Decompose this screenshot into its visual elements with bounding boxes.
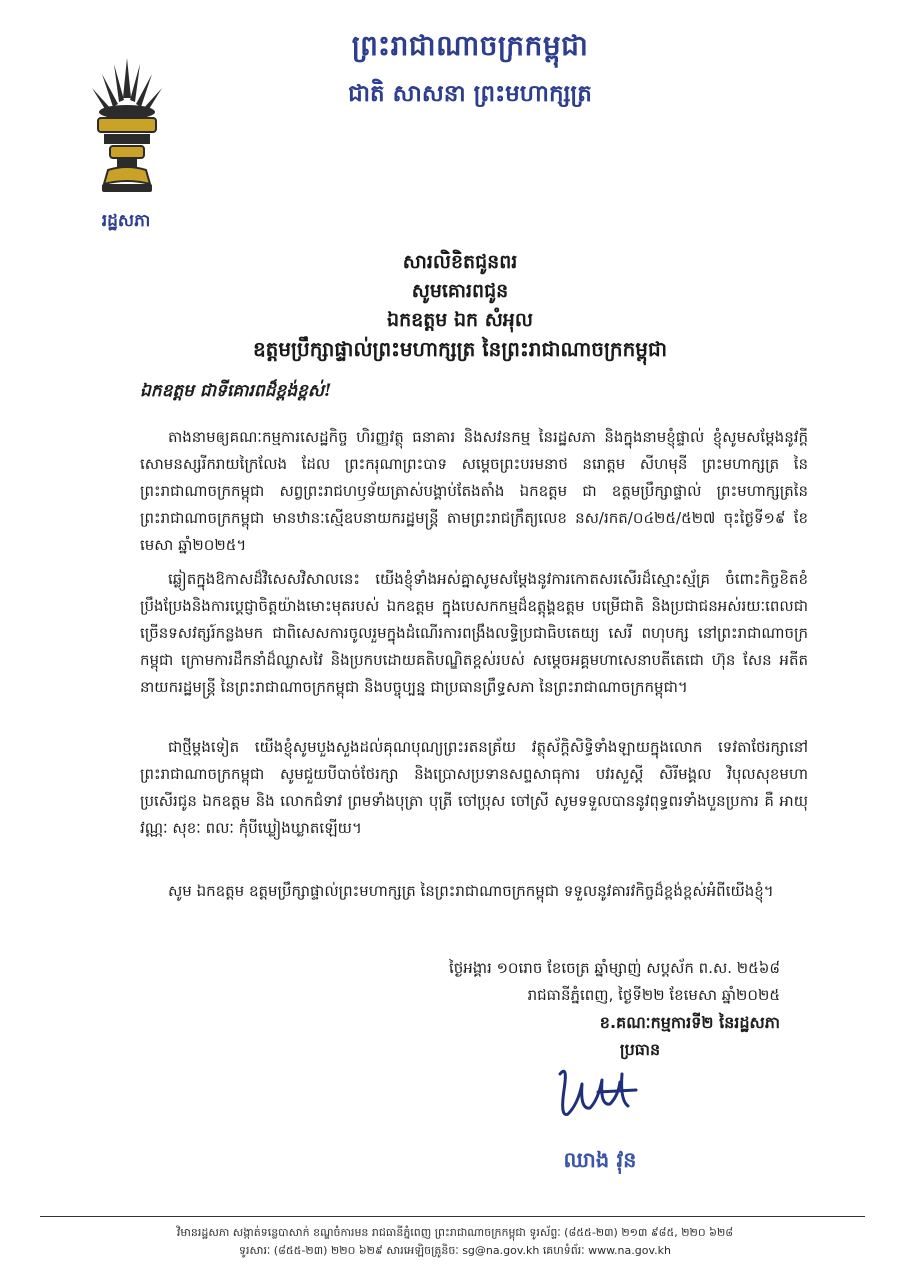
national-assembly-emblem-icon: [84, 58, 170, 198]
signer-name: ឈាង វុន: [563, 1147, 637, 1172]
kingdom-heading: ព្រះរាជាណាចក្រកម្ពុជា: [351, 29, 589, 62]
footer-address: វិមានរដ្ឋសភា សង្កាត់ទន្លេបាសាក់ ខណ្ឌចំការមន រាជធានីភ្នំពេញ ព្រះរាជាណាចក្រកម្ពុជា ទូរស័ព្ទៈ (៨៥៥-២៣) ២១៣ ៩៨៥, ២២០ ៦២៨: [176, 1226, 734, 1239]
body-paragraph-1: តាងនាមឲ្យគណៈកម្មការសេដ្ឋកិច្ច ហិរញ្ញវត្ថុ ធនាគារ និងសវនកម្ម នៃរដ្ឋសភា និងក្នុងនាមខ្ញុំផ្ទាល់ ខ្ញុំសូមសម្តែងនូវក្តីសោមនស្សរីករាយក្រៃលែង ដែល ព្រះករុណាព្រះបាទ សម្តេចព្រះបរមនាថ នរោត្តម សីហមុនី ព្រះមហាក្សត្រ នៃព្រះរាជាណាចក្រកម្ពុជា សព្វព្រះរាជហឫទ័យត្រាស់បង្គាប់តែងតាំង ឯកឧត្តម ជា ឧត្តមប្រឹក្សាផ្ទាល់ ព្រះមហាក្សត្រនៃព្រះរាជាណាចក្រកម្ពុជា មានឋានៈស្មើឧបនាយករដ្ឋមន្ត្រី តាមព្រះរាជក្រឹត្យលេខ នស/រកត/០៤២៥/៥២៧ ចុះថ្ងៃទី១៩ ខែមេសា ឆ្នាំ២០២៥។: [140, 428, 808, 554]
letter-title: [150, 248, 770, 364]
footer-divider: [40, 1216, 865, 1217]
signer-role: ប្រធាន: [619, 1040, 661, 1059]
committee-name: ខ.គណៈកម្មការទី២ នៃរដ្ឋសភា: [599, 1013, 780, 1032]
handwritten-signature: [538, 1060, 648, 1126]
title-line-3: ឯកឧត្តម ឯក សំអុល: [387, 309, 533, 331]
title-line-4: ឧត្តមប្រឹក្សាផ្ទាល់ព្រះមហាក្សត្រ នៃព្រះរាជាណាចក្រកម្ពុជា: [252, 337, 668, 361]
title-line-2: សូមគោរពជូន: [411, 280, 509, 302]
body-paragraph-3: ជាថ្មីម្តងទៀត យើងខ្ញុំសូមបួងសួងដល់គុណបុណ្យព្រះរតនត្រ័យ វត្ថុស័ក្តិសិទ្ធិទាំងឡាយក្នុងលោក ទេវតាថែរក្សានៅព្រះរាជាណាចក្រកម្ពុជា សូមជួយបីបាច់ថែរក្សា និងប្រោសប្រទានសព្ទសាធុការ បវរសួស្តី សិរីមង្គល វិបុលសុខមហាប្រសើរជូន ឯកឧត្តម និង លោកជំទាវ ព្រមទាំងបុត្រា បុត្រី ចៅប្រុស ចៅស្រី សូមទទួលបាននូវពុទ្ធពរទាំងបួនប្រការ គឺ អាយុ វណ្ណៈ សុខៈ ពលៈ កុំបីឃ្លៀងឃ្លាតឡើយ។: [140, 738, 808, 837]
signoff-block: [380, 955, 780, 1063]
national-motto: ជាតិ សាសនា ព្រះមហាក្សត្រ: [348, 80, 592, 107]
footer-contact: [60, 1224, 850, 1260]
footer-fax-email-web: ទូរសារៈ (៨៥៥-២៣) ២២០ ៦២៩ សារអេឡិចត្រូនិចៈ sg@na.gov.kh គេហទំព័រៈ www.na.gov.kh: [239, 1244, 671, 1257]
solar-date: រាជធានីភ្នំពេញ, ថ្ងៃទី២២ ខែមេសា ឆ្នាំ២០២៥: [527, 986, 780, 1004]
title-line-1: សារលិខិតជូនពរ: [402, 251, 518, 273]
lunar-date: ថ្ងៃអង្គារ ១០រោច ខែចេត្រ ឆ្នាំម្សាញ់ សប្តស័ក ព.ស. ២៥៦៨: [448, 959, 780, 977]
emblem-label: រដ្ឋសភា: [101, 211, 151, 231]
body-paragraph-2: ឆ្លៀតក្នុងឱកាសដ៏វិសេសវិសាលនេះ យើងខ្ញុំទាំងអស់គ្នាសូមសម្តែងនូវការកោតសរសើរដ៏ស្មោះស្ម័គ្រ ចំពោះកិច្ចខិតខំប្រឹងប្រែងនិងការប្តេជ្ញាចិត្តយ៉ាងមោះមុតរបស់ ឯកឧត្តម ក្នុងបេសកកម្មដ៏ឧត្តុង្គឧត្តម បម្រើជាតិ និងប្រជាជនអស់រយៈពេលជាច្រើនទសវត្សរ៍កន្លងមក ជាពិសេសការចូលរួមក្នុងដំណើរការពង្រឹងលទ្ធិប្រជាធិបតេយ្យ សេរី ពហុបក្ស នៅព្រះរាជាណាចក្រកម្ពុជា ក្រោមការដឹកនាំដ៏ឈ្លាសវៃ និងប្រកបដោយគតិបណ្ឌិតខ្ពស់របស់ សម្តេចអគ្គមហាសេនាបតីតេជោ ហ៊ុន សែន អតីតនាយករដ្ឋមន្ត្រី នៃព្រះរាជាណាចក្រកម្ពុជា និងបច្ចុប្បន្ន ជាប្រធានព្រឹទ្ធសភា នៃព្រះរាជាណាចក្រកម្ពុជា។: [140, 570, 808, 696]
salutation: ឯកឧត្តម ជាទីគោរពដ៏ខ្ពង់ខ្ពស់!: [140, 381, 332, 401]
body-paragraph-4: សូម ឯកឧត្តម ឧត្តមប្រឹក្សាផ្ទាល់ព្រះមហាក្សត្រ នៃព្រះរាជាណាចក្រកម្ពុជា ទទួលនូវគារវកិច្ចដ៏ខ្ពង់ខ្ពស់អំពីយើងខ្ញុំ។: [168, 882, 774, 900]
